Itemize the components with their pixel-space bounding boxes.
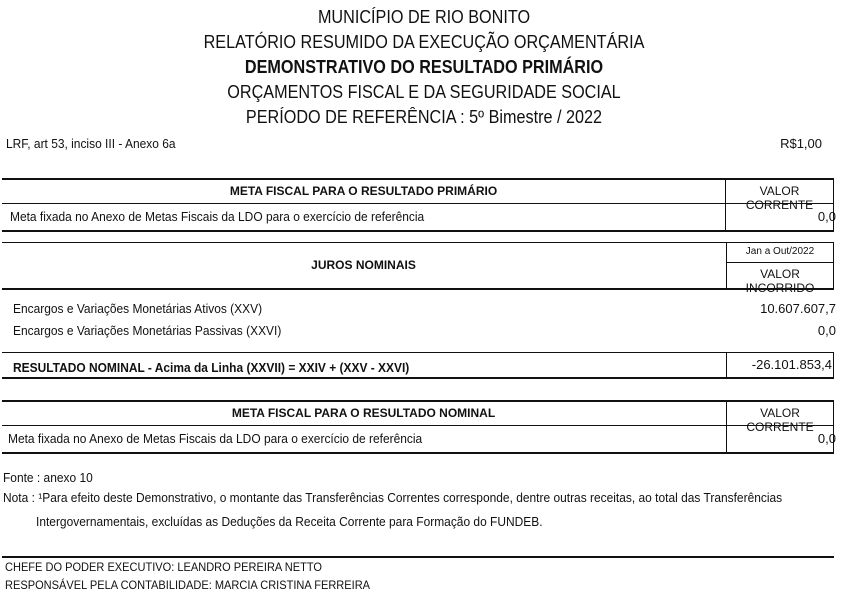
legal-reference: LRF, art 53, inciso III - Anexo 6a xyxy=(6,136,176,151)
demonstrative-title: DEMONSTRATIVO DO RESULTADO PRIMÁRIO xyxy=(244,57,604,77)
juros-row-value: 10.607.607,7 xyxy=(760,301,836,316)
meta-primario-col-header: VALOR CORRENTE xyxy=(745,184,814,212)
meta-nominal-row-value: 0,0 xyxy=(817,431,836,446)
signature-divider xyxy=(2,556,834,558)
municipality-title: MUNICÍPIO DE RIO BONITO xyxy=(317,7,531,27)
reference-period: PERÍODO DE REFERÊNCIA : 5º Bimestre / 2022 xyxy=(245,107,603,127)
meta-primario-row-value: 0,0 xyxy=(817,209,836,224)
meta-nominal-row-label: Meta fixada no Anexo de Metas Fiscais da LDO para o exercício de referência xyxy=(8,431,423,446)
juros-col-header: VALOR INCORRIDO xyxy=(745,267,815,295)
juros-title: JUROS NOMINAIS xyxy=(311,258,416,272)
footnote-line-2: Intergovernamentais, excluídas as Deduções da Receita Corrente para Formação do FUNDEB. xyxy=(36,514,543,529)
report-title: RELATÓRIO RESUMIDO DA EXECUÇÃO ORÇAMENTÁRIA xyxy=(203,32,645,52)
meta-primario-title: META FISCAL PARA O RESULTADO PRIMÁRIO xyxy=(229,184,498,198)
juros-row-label: Encargos e Variações Monetárias Ativos (XXV) xyxy=(13,301,263,316)
resultado-nominal-label: RESULTADO NOMINAL - Acima da Linha (XXVII) = XXIV + (XXV - XXVI) xyxy=(13,360,410,375)
executive-chief: CHEFE DO PODER EXECUTIVO: LEANDRO PEREIRA NETTO xyxy=(5,560,322,574)
accounting-responsible: RESPONSÁVEL PELA CONTABILIDADE: MARCIA CRISTINA FERREIRA xyxy=(5,578,371,592)
meta-nominal-col-header: VALOR CORRENTE xyxy=(746,406,814,434)
meta-primario-row-label: Meta fixada no Anexo de Metas Fiscais da LDO para o exercício de referência xyxy=(10,209,425,224)
footnote-line-1: Nota : ¹Para efeito deste Demonstrativo, o montante das Transferências Correntes corresponde, dentre outras receitas, ao total das Transferências xyxy=(3,490,783,505)
budgets-title: ORÇAMENTOS FISCAL E DA SEGURIDADE SOCIAL xyxy=(227,82,621,102)
juros-row-label: Encargos e Variações Monetárias Passivas (XXVI) xyxy=(13,323,282,338)
source-note: Fonte : anexo 10 xyxy=(3,470,93,485)
currency-unit: R$1,00 xyxy=(780,136,822,151)
resultado-nominal-value: -26.101.853,4 xyxy=(751,357,832,372)
juros-period: Jan a Out/2022 xyxy=(745,246,815,257)
juros-row-value: 0,0 xyxy=(817,323,836,338)
meta-nominal-title: META FISCAL PARA O RESULTADO NOMINAL xyxy=(231,406,496,420)
